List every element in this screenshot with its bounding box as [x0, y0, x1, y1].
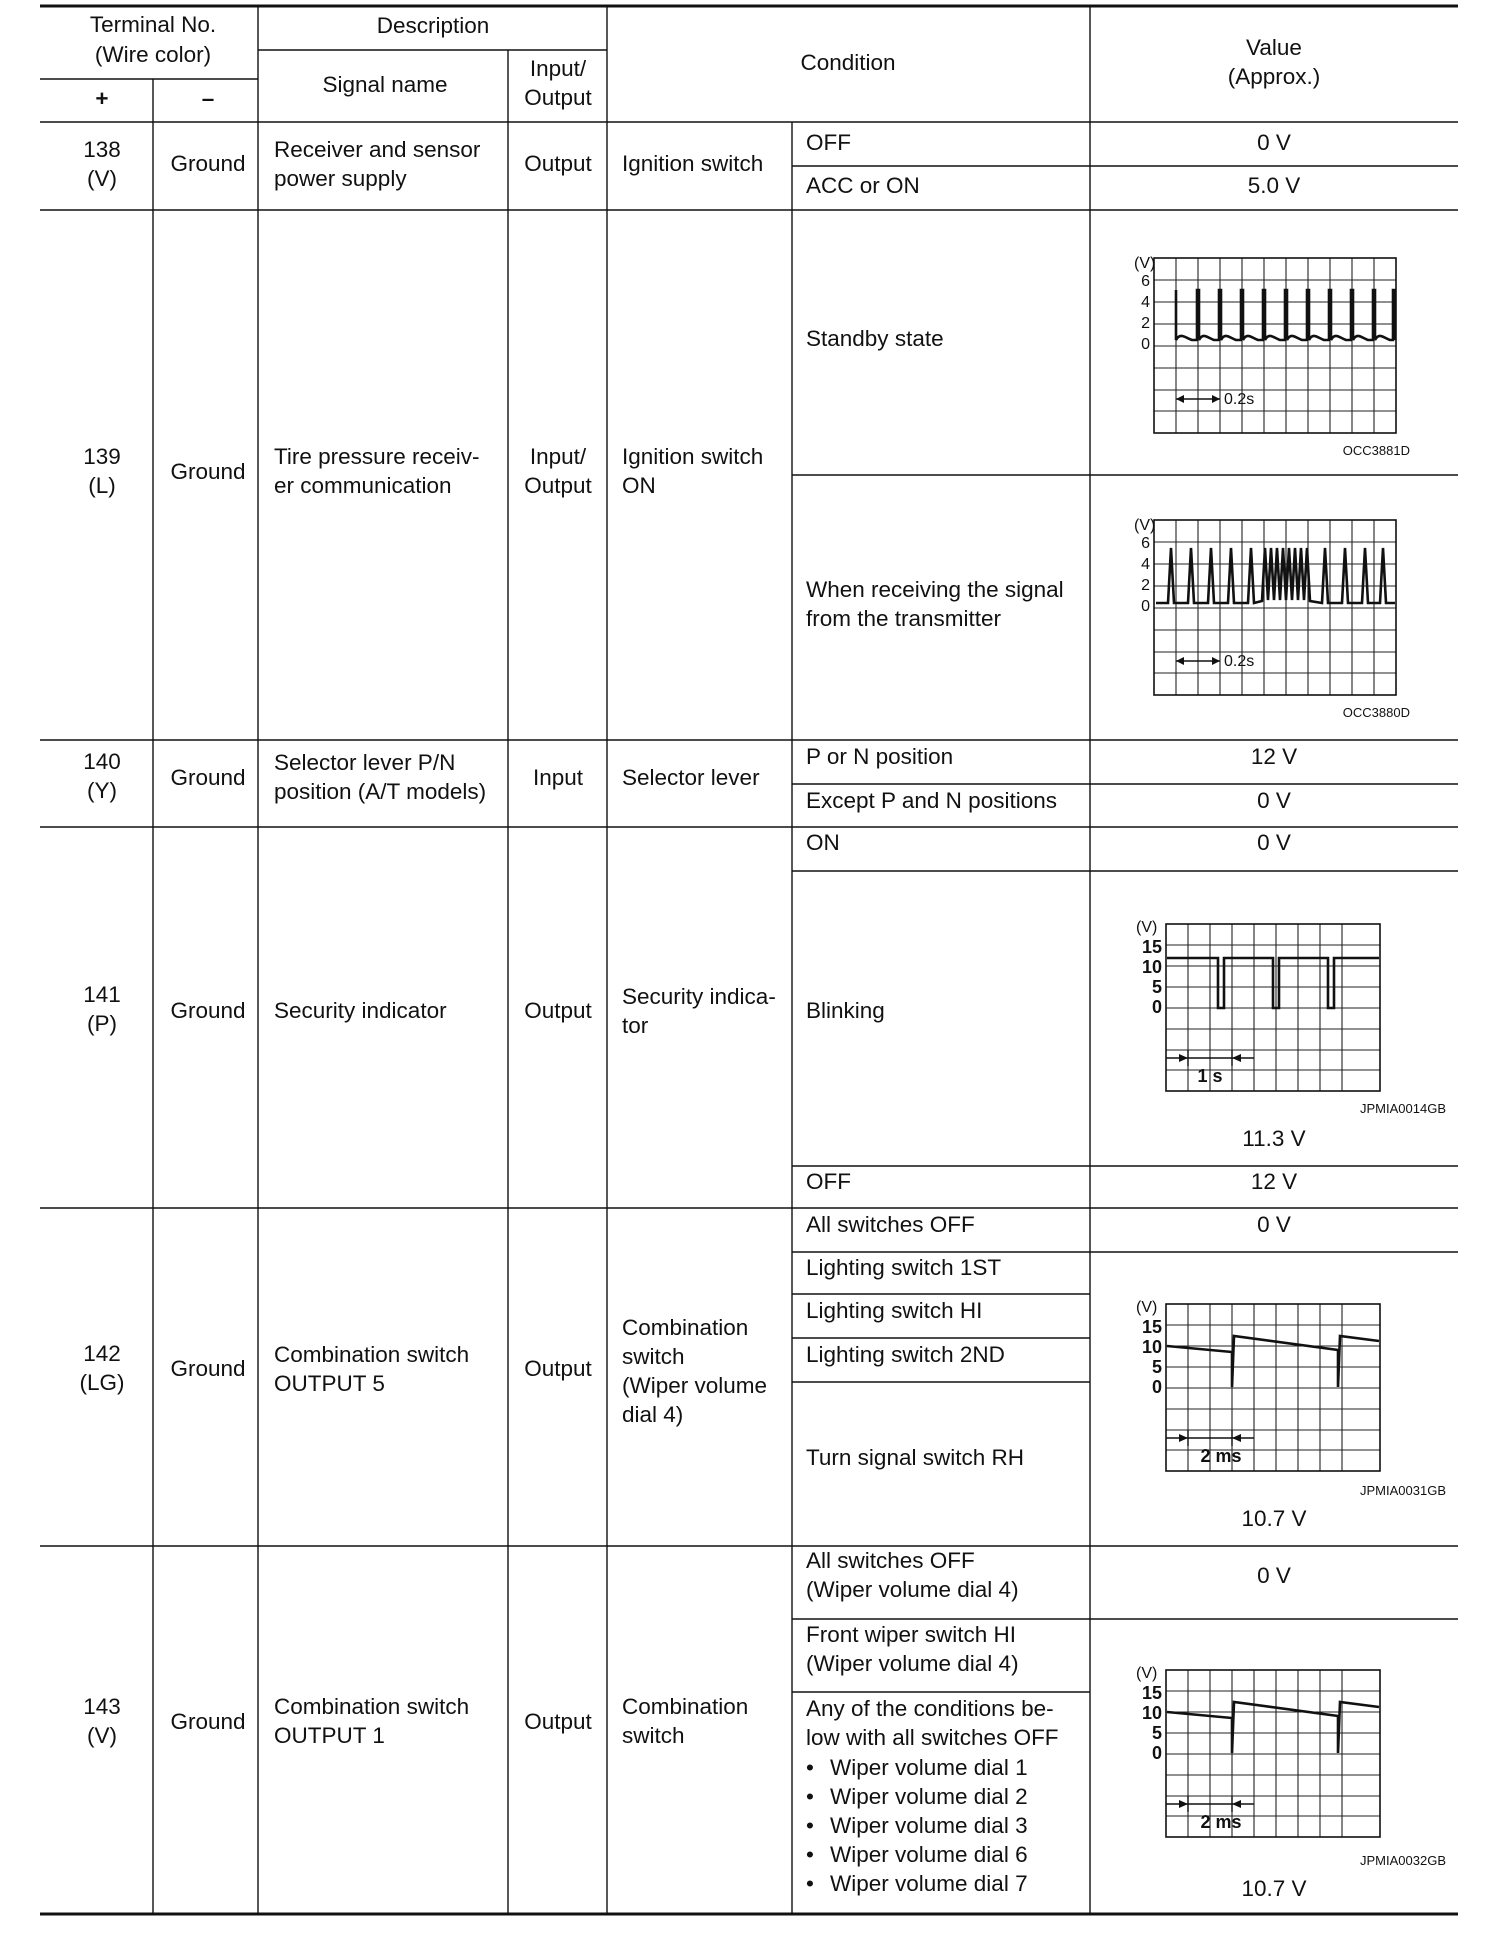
- condition-standby: Standby state: [806, 326, 944, 351]
- table-header: [90, 12, 1320, 111]
- header-value-line1: Value: [1246, 35, 1302, 60]
- list-item: Wiper volume dial 2: [830, 1784, 1028, 1809]
- waveform-tick: 5: [1151, 977, 1162, 997]
- waveform-trace: [1176, 290, 1395, 340]
- header-terminal-no: Terminal No.: [89, 12, 217, 37]
- waveform-tick: 0: [1151, 997, 1162, 1017]
- condition-acc-on: ACC or ON: [806, 173, 920, 198]
- value-output-5: 10.7 V: [1241, 1506, 1307, 1531]
- waveform-time-scale: 0.2s: [1224, 653, 1255, 670]
- header-value-line2: (Approx.): [1227, 64, 1321, 89]
- signal-name-line2: position (A/T models): [274, 779, 487, 804]
- waveform-tick: 10: [1141, 1337, 1162, 1357]
- value-p-or-n: 12 V: [1250, 744, 1298, 769]
- waveform-grid: [1154, 258, 1396, 433]
- condition-group-line2: tor: [622, 1013, 649, 1038]
- condition-all-off-line1: All switches OFF: [806, 1548, 975, 1573]
- header-wire-color: (Wire color): [94, 42, 212, 67]
- waveform-tick: 0: [1141, 598, 1150, 615]
- condition-group-line2: ON: [622, 473, 656, 498]
- ground-label: Ground: [170, 1356, 246, 1381]
- condition-p-or-n: P or N position: [806, 744, 954, 769]
- condition-lighting-2nd: Lighting switch 2ND: [806, 1342, 1005, 1367]
- condition-any-line2: low with all switches OFF: [806, 1725, 1059, 1750]
- signal-name-line1: Receiver and sensor: [274, 137, 481, 162]
- io-type: Input: [532, 765, 584, 790]
- table-rules: [40, 6, 1458, 1914]
- list-item: Wiper volume dial 7: [830, 1871, 1028, 1896]
- figure-code: JPMIA0014GB: [1360, 1101, 1446, 1116]
- condition-group-line1: Combination: [622, 1694, 749, 1719]
- io-type: Output: [524, 1356, 592, 1381]
- condition-except-p-n: Except P and N positions: [806, 788, 1057, 813]
- waveform-tick: 6: [1141, 273, 1150, 290]
- condition-front-wiper-hi-line2: (Wiper volume dial 4): [806, 1651, 1019, 1676]
- value-acc-on: 5.0 V: [1247, 173, 1301, 198]
- value-blinking: 11.3 V: [1242, 1126, 1306, 1151]
- waveform-output-5: [1136, 1299, 1446, 1498]
- condition-lighting-1st: Lighting switch 1ST: [806, 1255, 1002, 1280]
- signal-name-line2: power supply: [274, 166, 407, 191]
- figure-code: JPMIA0031GB: [1360, 1483, 1446, 1498]
- waveform-tick: 4: [1141, 556, 1150, 573]
- wire-color: (LG): [79, 1370, 125, 1395]
- waveform-blinking: [1136, 919, 1446, 1116]
- table-row-138: [83, 130, 1300, 198]
- waveform-grid: [1154, 520, 1396, 695]
- condition-blinking: Blinking: [806, 998, 885, 1023]
- terminal-number: 139: [83, 444, 121, 469]
- value-output-1: 10.7 V: [1241, 1876, 1307, 1901]
- table-row-141: [83, 830, 1305, 1194]
- condition-lighting-hi: Lighting switch HI: [806, 1298, 983, 1323]
- condition-front-wiper-hi-line1: Front wiper switch HI: [806, 1622, 1017, 1647]
- waveform-grid: [1166, 1304, 1380, 1471]
- waveform-unit: (V): [1136, 1299, 1158, 1316]
- waveform-tick: 2: [1141, 577, 1150, 594]
- header-description: Description: [376, 13, 490, 38]
- value-except-p-n: 0 V: [1257, 788, 1291, 813]
- waveform-unit: (V): [1136, 1665, 1158, 1682]
- wire-color: (V): [87, 1723, 117, 1748]
- ground-label: Ground: [170, 151, 246, 176]
- waveform-unit: (V): [1136, 919, 1158, 936]
- signal-name-line2: OUTPUT 1: [274, 1723, 385, 1748]
- condition-off: OFF: [806, 130, 851, 155]
- waveform-trace: [1167, 1336, 1379, 1387]
- waveform-grid: [1166, 1670, 1380, 1837]
- header-input-output-line2: Output: [524, 85, 592, 110]
- wire-color: (L): [88, 473, 116, 498]
- value-all-off: 0 V: [1257, 1212, 1291, 1237]
- waveform-standby: [1134, 255, 1410, 458]
- signal-name-line1: Combination switch: [274, 1342, 470, 1367]
- bullet-icon: •: [806, 1784, 814, 1809]
- signal-name: Security indicator: [274, 998, 447, 1023]
- condition-any-line1: Any of the conditions be-: [806, 1696, 1054, 1721]
- bullet-icon: •: [806, 1871, 814, 1896]
- waveform-unit: (V): [1134, 517, 1156, 534]
- wire-color: (V): [87, 166, 117, 191]
- condition-group-line2: switch: [622, 1344, 685, 1369]
- waveform-receiving: [1134, 517, 1410, 720]
- waveform-trace: [1167, 1702, 1379, 1753]
- terminal-number: 140: [83, 749, 121, 774]
- waveform-time-scale: 2 ms: [1200, 1446, 1242, 1466]
- waveform-tick: 2: [1141, 315, 1150, 332]
- terminal-number: 141: [83, 982, 121, 1007]
- bullet-icon: •: [806, 1813, 814, 1838]
- condition-turn-signal-rh: Turn signal switch RH: [806, 1445, 1024, 1470]
- wire-color: (P): [87, 1011, 117, 1036]
- table-row-142: [80, 1212, 1307, 1531]
- header-input-output-line1: Input/: [529, 56, 587, 81]
- signal-name-line2: er communication: [274, 473, 452, 498]
- waveform-tick: 15: [1141, 937, 1162, 957]
- waveform-tick: 5: [1151, 1723, 1162, 1743]
- waveform-tick: 0: [1151, 1377, 1162, 1397]
- condition-group-line1: Combination: [622, 1315, 749, 1340]
- condition-group-line3: (Wiper volume: [622, 1373, 768, 1398]
- waveform-tick: 15: [1141, 1317, 1162, 1337]
- terminal-number: 138: [83, 137, 121, 162]
- signal-name-line2: OUTPUT 5: [274, 1371, 385, 1396]
- list-item: Wiper volume dial 3: [830, 1813, 1028, 1838]
- signal-name-line1: Selector lever P/N: [274, 750, 456, 775]
- table-row-140: [83, 744, 1297, 813]
- table-row-143: [83, 1548, 1306, 1901]
- waveform-output-1: [1136, 1665, 1446, 1868]
- io-type: Output: [524, 998, 592, 1023]
- value-off: 0 V: [1257, 130, 1291, 155]
- value-on: 0 V: [1257, 830, 1291, 855]
- terminal-number: 142: [83, 1341, 121, 1366]
- waveform-tick: 4: [1141, 294, 1150, 311]
- bullet-icon: •: [806, 1842, 814, 1867]
- waveform-tick: 6: [1141, 535, 1150, 552]
- figure-code: JPMIA0032GB: [1360, 1853, 1446, 1868]
- condition-all-off-line2: (Wiper volume dial 4): [806, 1577, 1019, 1602]
- header-signal-name: Signal name: [322, 72, 448, 97]
- condition-group: Selector lever: [622, 765, 760, 790]
- waveform-trace: [1156, 548, 1395, 603]
- waveform-tick: 10: [1141, 957, 1162, 977]
- signal-name-line1: Tire pressure receiv-: [274, 444, 480, 469]
- wire-color: (Y): [87, 778, 117, 803]
- value-off: 12 V: [1250, 1169, 1298, 1194]
- io-type-line1: Input/: [529, 444, 587, 469]
- waveform-unit: (V): [1134, 255, 1156, 272]
- signal-name-line1: Combination switch: [274, 1694, 470, 1719]
- condition-receiving-line1: When receiving the signal: [806, 577, 1064, 602]
- waveform-tick: 5: [1151, 1357, 1162, 1377]
- figure-code: OCC3881D: [1342, 443, 1410, 458]
- waveform-tick: 0: [1151, 1743, 1162, 1763]
- condition-group-line4: dial 4): [622, 1402, 684, 1427]
- condition-off: OFF: [806, 1169, 851, 1194]
- waveform-time-scale: 0.2s: [1224, 391, 1255, 408]
- condition-group-line1: Security indica-: [622, 984, 776, 1009]
- list-item: Wiper volume dial 1: [830, 1755, 1028, 1780]
- condition-group-line2: switch: [622, 1723, 685, 1748]
- io-type: Output: [524, 151, 592, 176]
- header-plus: +: [95, 86, 109, 111]
- wiper-dial-list: [806, 1755, 1028, 1896]
- waveform-tick: 15: [1141, 1683, 1162, 1703]
- waveform-tick: 10: [1141, 1703, 1162, 1723]
- list-item: Wiper volume dial 6: [830, 1842, 1028, 1867]
- ground-label: Ground: [170, 1709, 246, 1734]
- condition-group: Ignition switch: [622, 151, 764, 176]
- condition-on: ON: [806, 830, 840, 855]
- bullet-icon: •: [806, 1755, 814, 1780]
- header-condition: Condition: [800, 50, 896, 75]
- terminal-number: 143: [83, 1694, 121, 1719]
- waveform-time-scale: 2 ms: [1200, 1812, 1242, 1832]
- condition-all-off: All switches OFF: [806, 1212, 975, 1237]
- ground-label: Ground: [170, 998, 246, 1023]
- io-type: Output: [524, 1709, 592, 1734]
- io-type-line2: Output: [524, 473, 592, 498]
- figure-code: OCC3880D: [1342, 705, 1410, 720]
- waveform-time-scale: 1 s: [1197, 1066, 1223, 1086]
- table-row-139: [83, 326, 1063, 631]
- waveform-tick: 0: [1141, 336, 1150, 353]
- ground-label: Ground: [170, 765, 246, 790]
- value-all-off: 0 V: [1257, 1563, 1291, 1588]
- condition-receiving-line2: from the transmitter: [806, 606, 1002, 631]
- ground-label: Ground: [170, 459, 246, 484]
- condition-group-line1: Ignition switch: [622, 444, 764, 469]
- header-minus: –: [201, 86, 215, 111]
